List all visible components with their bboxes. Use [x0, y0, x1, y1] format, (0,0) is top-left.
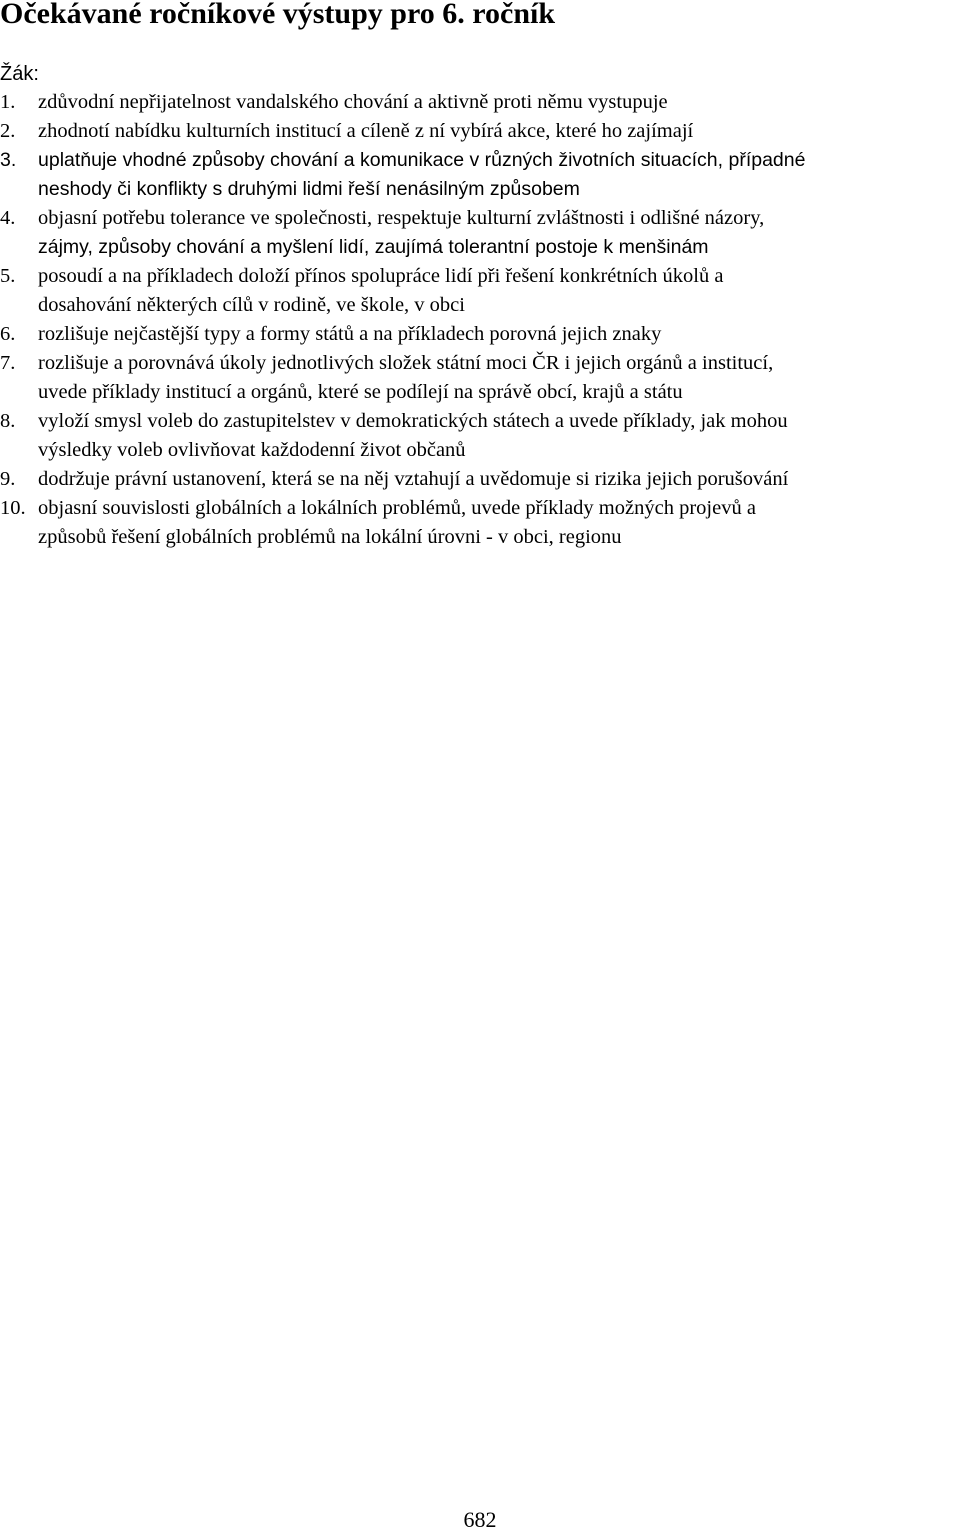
- item-line: objasní potřebu tolerance ve společnosti, respektuje kulturní zvláštnosti i odlišné názory,: [38, 207, 765, 229]
- item-line: vyloží smysl voleb do zastupitelstev v demokratických státech a uvede příklady, jak mohou: [38, 410, 788, 432]
- item-line: rozlišuje a porovnává úkoly jednotlivých složek státní moci ČR i jejich orgánů a institucí,: [38, 352, 774, 374]
- list-item-5: [0, 262, 960, 320]
- item-line: rozlišuje nejčastější typy a formy států a na příkladech porovná jejich znaky: [38, 323, 662, 345]
- list-item-8: [0, 407, 960, 465]
- item-line: posoudí a na příkladech doloží přínos spolupráce lidí při řešení konkrétních úkolů a: [38, 265, 724, 287]
- item-line: objasní souvislosti globálních a lokálních problémů, uvede příklady možných projevů a: [38, 497, 756, 519]
- item-number: 9.: [0, 468, 16, 490]
- item-number: 8.: [0, 410, 16, 432]
- item-line: zhodnotí nabídku kulturních institucí a cíleně z ní vybírá akce, které ho zajímají: [38, 120, 694, 142]
- item-line: zájmy, způsoby chování a myšlení lidí, zaujímá tolerantní postoje k menšinám: [38, 236, 709, 258]
- subject-label: Žák:: [0, 63, 39, 85]
- item-line: způsobů řešení globálních problémů na lokální úrovni - v obci, regionu: [38, 526, 622, 548]
- outcome-list: [0, 88, 960, 552]
- page-number: 682: [463, 1507, 497, 1532]
- item-line: dodržuje právní ustanovení, která se na něj vztahují a uvědomuje si rizika jejich porušování: [38, 468, 789, 490]
- list-item-2: [0, 117, 960, 146]
- item-line: výsledky voleb ovlivňovat každodenní život občanů: [38, 439, 466, 461]
- list-item-1: [0, 88, 960, 117]
- item-line: neshody či konflikty s druhými lidmi řeší nenásilným způsobem: [38, 178, 580, 200]
- item-number: 6.: [0, 323, 16, 345]
- item-line: zdůvodní nepřijatelnost vandalského chování a aktivně proti němu vystupuje: [38, 91, 668, 113]
- item-number: 5.: [0, 265, 16, 287]
- item-line: uplatňuje vhodné způsoby chování a komunikace v různých životních situacích, případné: [38, 149, 806, 171]
- page-title: Očekávané ročníkové výstupy pro 6. ročník: [0, 0, 556, 30]
- item-number: 10.: [0, 497, 26, 519]
- item-number: 4.: [0, 207, 16, 229]
- item-line: uvede příklady institucí a orgánů, které se podílejí na správě obcí, krajů a státu: [38, 381, 683, 403]
- item-number: 7.: [0, 352, 16, 374]
- list-item-7: [0, 349, 960, 407]
- item-line: dosahování některých cílů v rodině, ve škole, v obci: [38, 294, 465, 316]
- list-item-3: [0, 146, 960, 204]
- item-number: 2.: [0, 120, 16, 142]
- list-item-9: [0, 465, 960, 494]
- item-number: 1.: [0, 91, 16, 113]
- list-item-6: [0, 320, 960, 349]
- list-item-10: [0, 494, 960, 552]
- item-number: 3.: [0, 149, 17, 171]
- list-item-4: [0, 204, 960, 262]
